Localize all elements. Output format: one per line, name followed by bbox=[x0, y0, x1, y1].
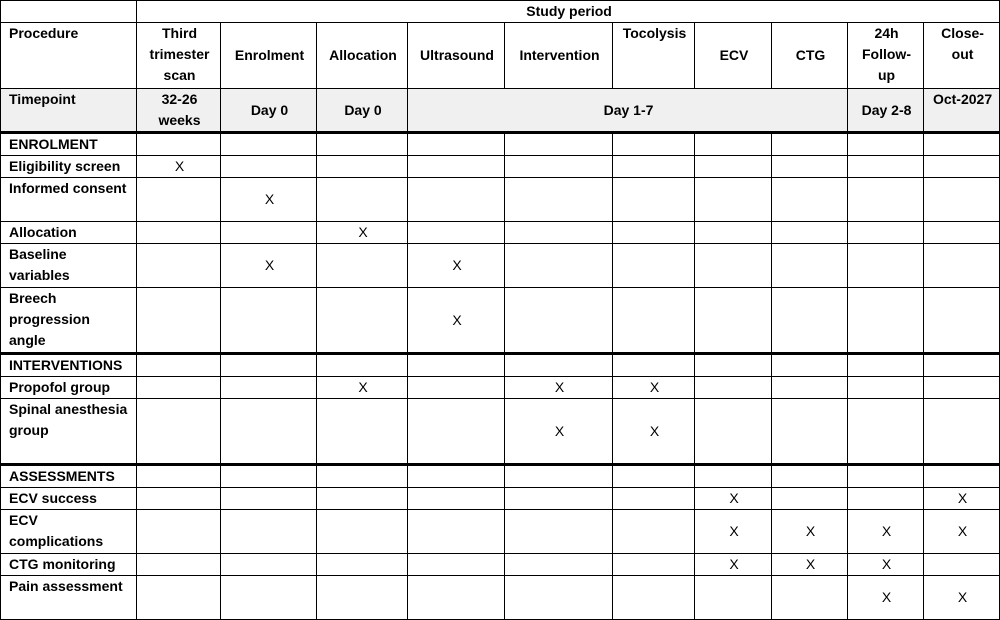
empty-cell bbox=[408, 178, 505, 222]
empty-cell bbox=[695, 576, 772, 620]
empty-cell bbox=[695, 244, 772, 288]
empty-cell bbox=[221, 510, 317, 554]
empty-cell bbox=[505, 576, 613, 620]
timepoint-followup: Day 2-8 bbox=[848, 89, 924, 133]
empty-cell bbox=[505, 133, 613, 156]
empty-cell bbox=[848, 178, 924, 222]
empty-cell bbox=[613, 554, 695, 576]
timepoint-enrolment: Day 0 bbox=[221, 89, 317, 133]
empty-cell bbox=[505, 354, 613, 377]
timepoint-intervention-span: Day 1-7 bbox=[408, 89, 848, 133]
empty-cell bbox=[221, 133, 317, 156]
empty-cell bbox=[408, 465, 505, 488]
empty-cell bbox=[695, 377, 772, 399]
empty-cell bbox=[613, 354, 695, 377]
empty-cell bbox=[695, 354, 772, 377]
empty-cell bbox=[505, 222, 613, 244]
empty-cell bbox=[924, 133, 1000, 156]
empty-cell bbox=[613, 222, 695, 244]
procedure-header-row bbox=[1, 23, 1000, 89]
empty-cell bbox=[772, 156, 848, 178]
col-header-third-trimester: Third trimester scan bbox=[137, 23, 221, 89]
empty-cell bbox=[772, 576, 848, 620]
empty-cell bbox=[772, 354, 848, 377]
empty-cell bbox=[137, 399, 221, 465]
empty-cell bbox=[408, 222, 505, 244]
empty-cell bbox=[848, 377, 924, 399]
empty-cell bbox=[505, 244, 613, 288]
activity-row bbox=[1, 178, 1000, 222]
section-title: ASSESSMENTS bbox=[1, 465, 137, 488]
empty-cell bbox=[613, 510, 695, 554]
empty-cell bbox=[695, 178, 772, 222]
empty-cell bbox=[505, 288, 613, 354]
col-header-intervention: Intervention bbox=[505, 23, 613, 89]
schedule-mark: X bbox=[924, 510, 1000, 554]
empty-cell bbox=[317, 178, 408, 222]
col-header-enrolment: Enrolment bbox=[221, 23, 317, 89]
activity-label: Informed consent bbox=[1, 178, 137, 222]
col-header-tocolysis: Tocolysis bbox=[613, 23, 695, 89]
empty-cell bbox=[613, 288, 695, 354]
empty-cell bbox=[772, 488, 848, 510]
empty-cell bbox=[772, 399, 848, 465]
activity-row bbox=[1, 399, 1000, 465]
schedule-mark: X bbox=[695, 510, 772, 554]
section-header-row bbox=[1, 465, 1000, 488]
activity-label: ECV success bbox=[1, 488, 137, 510]
timepoint-allocation: Day 0 bbox=[317, 89, 408, 133]
empty-cell bbox=[137, 133, 221, 156]
empty-cell bbox=[505, 178, 613, 222]
empty-cell bbox=[505, 554, 613, 576]
empty-cell bbox=[221, 488, 317, 510]
schedule-mark: X bbox=[408, 288, 505, 354]
empty-cell bbox=[317, 244, 408, 288]
activity-row bbox=[1, 244, 1000, 288]
col-header-followup: 24h Follow- up bbox=[848, 23, 924, 89]
empty-cell bbox=[221, 288, 317, 354]
empty-cell bbox=[408, 156, 505, 178]
col-header-ecv: ECV bbox=[695, 23, 772, 89]
activity-row bbox=[1, 576, 1000, 620]
empty-cell bbox=[317, 465, 408, 488]
empty-cell bbox=[408, 133, 505, 156]
empty-cell bbox=[317, 354, 408, 377]
schedule-mark: X bbox=[613, 377, 695, 399]
empty-cell bbox=[848, 244, 924, 288]
empty-cell bbox=[137, 354, 221, 377]
empty-cell bbox=[317, 576, 408, 620]
empty-cell bbox=[924, 222, 1000, 244]
section-header-row bbox=[1, 133, 1000, 156]
activity-row bbox=[1, 288, 1000, 354]
empty-cell bbox=[772, 244, 848, 288]
empty-cell bbox=[221, 354, 317, 377]
activity-label: ECV complications bbox=[1, 510, 137, 554]
activity-label: Breech progression angle bbox=[1, 288, 137, 354]
empty-cell bbox=[924, 377, 1000, 399]
empty-cell bbox=[924, 244, 1000, 288]
schedule-mark: X bbox=[137, 156, 221, 178]
col-header-closeout: Close- out bbox=[924, 23, 1000, 89]
timepoint-row bbox=[1, 89, 1000, 133]
empty-cell bbox=[408, 377, 505, 399]
empty-cell bbox=[695, 133, 772, 156]
empty-cell bbox=[613, 465, 695, 488]
empty-cell bbox=[317, 288, 408, 354]
empty-cell bbox=[317, 554, 408, 576]
study-period-header: Study period bbox=[137, 1, 1000, 23]
col-header-allocation: Allocation bbox=[317, 23, 408, 89]
empty-cell bbox=[613, 576, 695, 620]
empty-cell bbox=[137, 576, 221, 620]
empty-cell bbox=[137, 222, 221, 244]
corner-cell bbox=[1, 1, 137, 23]
empty-cell bbox=[924, 354, 1000, 377]
col-header-ultrasound: Ultrasound bbox=[408, 23, 505, 89]
empty-cell bbox=[848, 133, 924, 156]
section-title: ENROLMENT bbox=[1, 133, 137, 156]
empty-cell bbox=[221, 576, 317, 620]
empty-cell bbox=[695, 399, 772, 465]
activity-row bbox=[1, 554, 1000, 576]
schedule-mark: X bbox=[924, 488, 1000, 510]
empty-cell bbox=[772, 178, 848, 222]
schedule-mark: X bbox=[695, 488, 772, 510]
empty-cell bbox=[317, 133, 408, 156]
empty-cell bbox=[505, 510, 613, 554]
empty-cell bbox=[772, 377, 848, 399]
empty-cell bbox=[848, 222, 924, 244]
schedule-mark: X bbox=[317, 377, 408, 399]
activity-row bbox=[1, 156, 1000, 178]
empty-cell bbox=[505, 488, 613, 510]
schedule-mark: X bbox=[221, 244, 317, 288]
empty-cell bbox=[924, 465, 1000, 488]
empty-cell bbox=[695, 465, 772, 488]
empty-cell bbox=[695, 288, 772, 354]
empty-cell bbox=[408, 488, 505, 510]
empty-cell bbox=[695, 156, 772, 178]
empty-cell bbox=[137, 488, 221, 510]
empty-cell bbox=[317, 488, 408, 510]
empty-cell bbox=[924, 288, 1000, 354]
activity-label: Spinal anesthesia group bbox=[1, 399, 137, 465]
empty-cell bbox=[924, 156, 1000, 178]
schedule-mark: X bbox=[772, 554, 848, 576]
empty-cell bbox=[408, 576, 505, 620]
empty-cell bbox=[613, 156, 695, 178]
schedule-mark: X bbox=[505, 377, 613, 399]
schedule-body bbox=[1, 133, 1000, 620]
empty-cell bbox=[221, 554, 317, 576]
empty-cell bbox=[848, 465, 924, 488]
empty-cell bbox=[317, 399, 408, 465]
empty-cell bbox=[221, 399, 317, 465]
schedule-mark: X bbox=[317, 222, 408, 244]
schedule-mark: X bbox=[848, 554, 924, 576]
empty-cell bbox=[848, 156, 924, 178]
empty-cell bbox=[924, 554, 1000, 576]
empty-cell bbox=[772, 288, 848, 354]
activity-row bbox=[1, 488, 1000, 510]
empty-cell bbox=[137, 244, 221, 288]
empty-cell bbox=[408, 510, 505, 554]
empty-cell bbox=[317, 156, 408, 178]
timepoint-label: Timepoint bbox=[1, 89, 137, 133]
empty-cell bbox=[408, 554, 505, 576]
timepoint-third-trimester: 32-26 weeks bbox=[137, 89, 221, 133]
empty-cell bbox=[848, 488, 924, 510]
procedure-label: Procedure bbox=[1, 23, 137, 89]
empty-cell bbox=[924, 178, 1000, 222]
schedule-mark: X bbox=[695, 554, 772, 576]
empty-cell bbox=[221, 222, 317, 244]
empty-cell bbox=[613, 244, 695, 288]
empty-cell bbox=[221, 156, 317, 178]
activity-row bbox=[1, 510, 1000, 554]
empty-cell bbox=[505, 465, 613, 488]
section-title: INTERVENTIONS bbox=[1, 354, 137, 377]
col-header-ctg: CTG bbox=[772, 23, 848, 89]
empty-cell bbox=[137, 178, 221, 222]
study-period-row bbox=[1, 1, 1000, 23]
section-header-row bbox=[1, 354, 1000, 377]
activity-label: Propofol group bbox=[1, 377, 137, 399]
empty-cell bbox=[848, 399, 924, 465]
empty-cell bbox=[848, 354, 924, 377]
empty-cell bbox=[772, 222, 848, 244]
timepoint-closeout: Oct-2027 bbox=[924, 89, 1000, 133]
empty-cell bbox=[772, 133, 848, 156]
schedule-mark: X bbox=[848, 510, 924, 554]
schedule-mark: X bbox=[772, 510, 848, 554]
activity-label: CTG monitoring bbox=[1, 554, 137, 576]
empty-cell bbox=[505, 156, 613, 178]
empty-cell bbox=[221, 377, 317, 399]
empty-cell bbox=[613, 488, 695, 510]
activity-label: Allocation bbox=[1, 222, 137, 244]
activity-row bbox=[1, 377, 1000, 399]
empty-cell bbox=[137, 377, 221, 399]
empty-cell bbox=[137, 510, 221, 554]
schedule-mark: X bbox=[505, 399, 613, 465]
empty-cell bbox=[408, 399, 505, 465]
empty-cell bbox=[408, 354, 505, 377]
empty-cell bbox=[695, 222, 772, 244]
schedule-mark: X bbox=[613, 399, 695, 465]
empty-cell bbox=[137, 465, 221, 488]
activity-row bbox=[1, 222, 1000, 244]
activity-label: Baseline variables bbox=[1, 244, 137, 288]
empty-cell bbox=[613, 178, 695, 222]
schedule-mark: X bbox=[221, 178, 317, 222]
schedule-mark: X bbox=[924, 576, 1000, 620]
empty-cell bbox=[221, 465, 317, 488]
empty-cell bbox=[613, 133, 695, 156]
activity-label: Pain assessment bbox=[1, 576, 137, 620]
schedule-mark: X bbox=[408, 244, 505, 288]
empty-cell bbox=[317, 510, 408, 554]
schedule-mark: X bbox=[848, 576, 924, 620]
empty-cell bbox=[137, 288, 221, 354]
empty-cell bbox=[924, 399, 1000, 465]
empty-cell bbox=[137, 554, 221, 576]
empty-cell bbox=[772, 465, 848, 488]
activity-label: Eligibility screen bbox=[1, 156, 137, 178]
empty-cell bbox=[848, 288, 924, 354]
